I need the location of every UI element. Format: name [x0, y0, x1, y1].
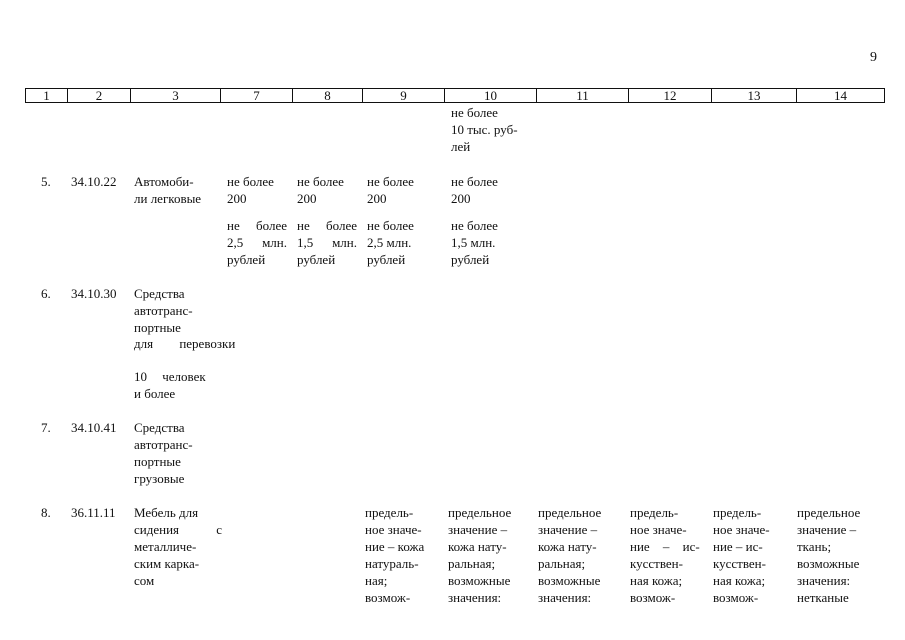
- row-name: портные: [134, 454, 181, 469]
- row-code: 36.11.11: [71, 505, 116, 520]
- cell-text: не более: [227, 218, 287, 233]
- cell-text: рублей: [227, 252, 266, 267]
- cell-text: 200: [227, 191, 247, 206]
- cell-text: значения:: [538, 590, 592, 605]
- cell-text: натураль-: [365, 556, 419, 571]
- header-col-13: 13: [712, 89, 797, 102]
- row-name: металличе-: [134, 539, 197, 554]
- header-col-2: 2: [68, 89, 131, 102]
- row-name: портные: [134, 320, 181, 335]
- row-name: для перевозки: [134, 336, 236, 351]
- cell-text: возмож-: [630, 590, 676, 605]
- cell-text: не более: [367, 174, 414, 189]
- header-col-11: 11: [537, 89, 629, 102]
- cell-text: предель-: [365, 505, 414, 520]
- cell-text: 1,5 млн.: [451, 235, 496, 250]
- row-name: Мебель для: [134, 505, 199, 520]
- cell-text: значение –: [448, 522, 508, 537]
- row-name: ским карка-: [134, 556, 200, 571]
- row-code: 34.10.41: [71, 420, 117, 435]
- row-name: сом: [134, 573, 155, 588]
- header-col-8: 8: [293, 89, 363, 102]
- row-name: и более: [134, 386, 176, 401]
- row-name: автотранс-: [134, 437, 193, 452]
- header-col-7: 7: [221, 89, 293, 102]
- cell-text: возмож-: [713, 590, 759, 605]
- cell-text: предельное: [797, 505, 861, 520]
- cell-text: 1,5 млн.: [297, 235, 357, 250]
- row-number: 6.: [41, 286, 51, 301]
- row-name: Автомоби-: [134, 174, 194, 189]
- row-code: 34.10.22: [71, 174, 117, 189]
- row-number: 8.: [41, 505, 51, 520]
- cell-text: кусствен-: [713, 556, 766, 571]
- cell-text: ная кожа;: [713, 573, 766, 588]
- cell-text: ткань;: [797, 539, 832, 554]
- cell-text: не более: [451, 218, 498, 233]
- cell-text: 200: [451, 191, 471, 206]
- cell-text: ное значе-: [365, 522, 422, 537]
- header-col-10: 10: [445, 89, 537, 102]
- cell-text: ная кожа;: [630, 573, 683, 588]
- cell-text: 2,5 млн.: [227, 235, 287, 250]
- cell-text: ние – ис-: [630, 539, 700, 554]
- row-number: 7.: [41, 420, 51, 435]
- row-name: ли легковые: [134, 191, 202, 206]
- cell-text: ное значе-: [713, 522, 770, 537]
- cell-text: ное значе-: [630, 522, 687, 537]
- row-name: Средства: [134, 420, 185, 435]
- cell-text: 2,5 млн.: [367, 235, 412, 250]
- cell-text: не более: [297, 174, 344, 189]
- row-name: Средства: [134, 286, 185, 301]
- header-col-9: 9: [363, 89, 445, 102]
- header-col-12: 12: [629, 89, 712, 102]
- cell-text: возмож-: [365, 590, 411, 605]
- table-header-row: [25, 88, 885, 103]
- cell-text: предельное: [448, 505, 512, 520]
- cell-text: не более: [451, 174, 498, 189]
- cell-text: значение –: [797, 522, 857, 537]
- cell-text: ральная;: [448, 556, 496, 571]
- cell-text: ральная;: [538, 556, 586, 571]
- cell-text: не более: [297, 218, 357, 233]
- cell-text: 200: [367, 191, 387, 206]
- cell-text: не более: [367, 218, 414, 233]
- cell-text: 10 тыс. руб-: [451, 122, 518, 137]
- cell-text: не более: [451, 105, 498, 120]
- cell-text: возможные: [797, 556, 860, 571]
- row-name: грузовые: [134, 471, 185, 486]
- row-name: автотранс-: [134, 303, 193, 318]
- cell-text: возможные: [448, 573, 511, 588]
- cell-text: кожа нату-: [448, 539, 507, 554]
- cell-text: ние – ис-: [713, 539, 763, 554]
- cell-text: возможные: [538, 573, 601, 588]
- cell-text: рублей: [451, 252, 490, 267]
- header-col-14: 14: [834, 88, 847, 103]
- row-number: 5.: [41, 174, 51, 189]
- cell-text: ние – кожа: [365, 539, 425, 554]
- row-name: 10 человек: [134, 369, 206, 384]
- cell-text: предель-: [630, 505, 679, 520]
- cell-text: предельное: [538, 505, 602, 520]
- cell-text: предель-: [713, 505, 762, 520]
- cell-text: значения:: [797, 573, 851, 588]
- cell-text: рублей: [297, 252, 336, 267]
- cell-text: 200: [297, 191, 317, 206]
- row-name: сидения с: [134, 522, 223, 537]
- cell-text: ная;: [365, 573, 388, 588]
- cell-text: не более: [227, 174, 274, 189]
- cell-text: значение –: [538, 522, 598, 537]
- header-col-3: 3: [131, 89, 221, 102]
- cell-text: кусствен-: [630, 556, 683, 571]
- cell-text: кожа нату-: [538, 539, 597, 554]
- cell-text: нетканые: [797, 590, 849, 605]
- cell-text: рублей: [367, 252, 406, 267]
- cell-text: лей: [451, 139, 471, 154]
- cell-text: значения:: [448, 590, 502, 605]
- row-code: 34.10.30: [71, 286, 117, 301]
- header-col-1: 1: [26, 89, 68, 102]
- page-number: 9: [870, 50, 877, 65]
